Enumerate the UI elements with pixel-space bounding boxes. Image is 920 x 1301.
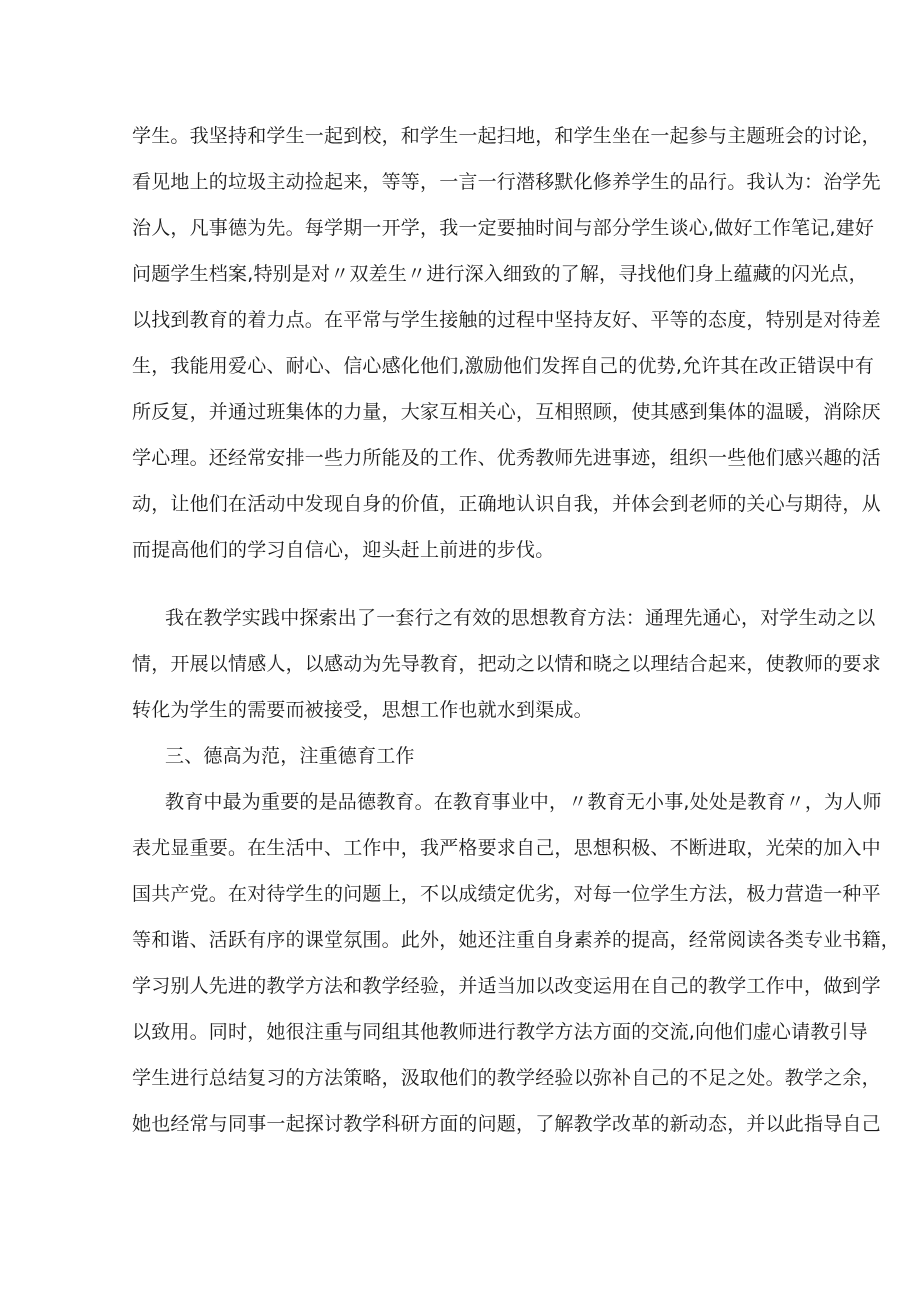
text-line: 学生进行总结复习的方法策略，汲取他们的教学经验以弥补自己的不足之处。教学之余， — [132, 1067, 881, 1089]
text-line: 等和谐、活跃有序的课堂氛围。此外，她还注重自身素养的提高，经常阅读各类专业书籍， — [132, 929, 901, 951]
text-line: 她也经常与同事一起探讨教学科研方面的问题，了解教学改革的新动态，并以此指导自己 — [132, 1113, 881, 1135]
paragraph-first-line: 教育中最为重要的是品德教育。在教育事业中，〃教育无小事,处处是教育〃，为人师 — [165, 791, 882, 813]
text-line: 国共产党。在对待学生的问题上，不以成绩定优劣，对每一位学生方法，极力营造一种平 — [132, 883, 881, 905]
text-line: 表尤显重要。在生活中、工作中，我严格要求自己，思想积极、不断进取，光荣的加入中 — [132, 837, 881, 859]
text-line: 所反复，并通过班集体的力量，大家互相关心，互相照顾，使其感到集体的温暖，消除厌 — [132, 401, 881, 423]
text-line: 生，我能用爱心、耐心、信心感化他们,激励他们发挥自己的优势,允许其在改正错误中有 — [132, 355, 875, 377]
text-line: 而提高他们的学习自信心，迎头赶上前进的步伐。 — [132, 539, 555, 561]
text-line: 情，开展以情感人，以感动为先导教育，把动之以情和晓之以理结合起来，使教师的要求 — [132, 653, 881, 675]
paragraph-first-line: 我在教学实践中探索出了一套行之有效的思想教育方法：通理先通心，对学生动之以 — [165, 607, 876, 629]
text-line: 学生。我坚持和学生一起到校，和学生一起扫地，和学生坐在一起参与主题班会的讨论， — [132, 125, 881, 147]
text-line: 看见地上的垃圾主动捡起来，等等，一言一行潜移默化修养学生的品行。我认为：治学先 — [132, 171, 881, 193]
text-line: 以致用。同时，她很注重与同组其他教师进行教学方法方面的交流,向他们虚心请教引导 — [132, 1021, 868, 1043]
text-line: 学心理。还经常安排一些力所能及的工作、优秀教师先进事迹，组织一些他们感兴趣的活 — [132, 447, 881, 469]
section-heading: 三、德高为范，注重德育工作 — [165, 745, 415, 767]
text-line: 转化为学生的需要而被接受，思想工作也就水到渠成。 — [132, 699, 593, 721]
text-line: 问题学生档案,特别是对〃双差生〃进行深入细致的了解，寻找他们身上蕴藏的闪光点， — [132, 263, 868, 285]
text-line: 学习别人先进的教学方法和教学经验，并适当加以改变运用在自己的教学工作中，做到学 — [132, 975, 881, 997]
text-line: 治人，凡事德为先。每学期一开学，我一定要抽时间与部分学生谈心,做好工作笔记,建好 — [132, 217, 875, 239]
text-line: 以找到教育的着力点。在平常与学生接触的过程中坚持友好、平等的态度，特别是对待差 — [132, 309, 881, 331]
text-line: 动，让他们在活动中发现自身的价值，正确地认识自我，并体会到老师的关心与期待，从 — [132, 493, 881, 515]
